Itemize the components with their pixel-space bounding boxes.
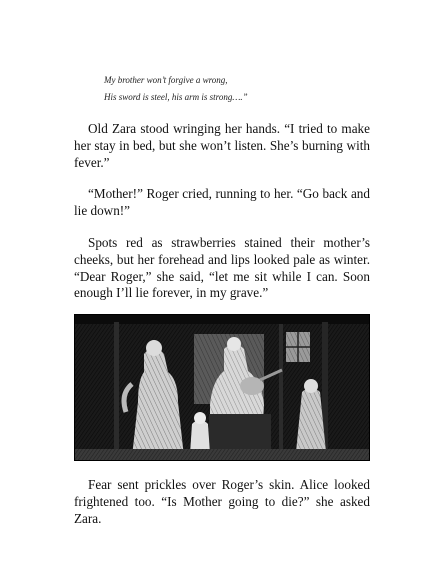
paragraph-1: Old Zara stood wringing her hands. “I tried to make her stay in bed, but she won’t listen. She’s burning with fever.” xyxy=(74,121,370,170)
verse-line-1: My brother won’t forgive a wrong, xyxy=(104,75,228,85)
engraving-illustration-icon xyxy=(74,314,370,461)
paragraph-4: Fear sent prickles over Roger’s skin. Alice looked frightened too. “Is Mother going to die?” she asked Zara. xyxy=(74,477,370,526)
paragraph-2: “Mother!” Roger cried, running to her. “Go back and lie down!” xyxy=(74,186,370,218)
verse-quote xyxy=(104,72,364,106)
verse-line-2: His sword is steel, his arm is strong….” xyxy=(104,92,248,102)
paragraph-3: Spots red as strawberries stained their mother’s cheeks, but her forehead and lips looked pale as winter. “Dear Roger,” she said, “let me sit while I can. Soon enough I’ll lie forever, in my grave.” xyxy=(74,235,370,301)
